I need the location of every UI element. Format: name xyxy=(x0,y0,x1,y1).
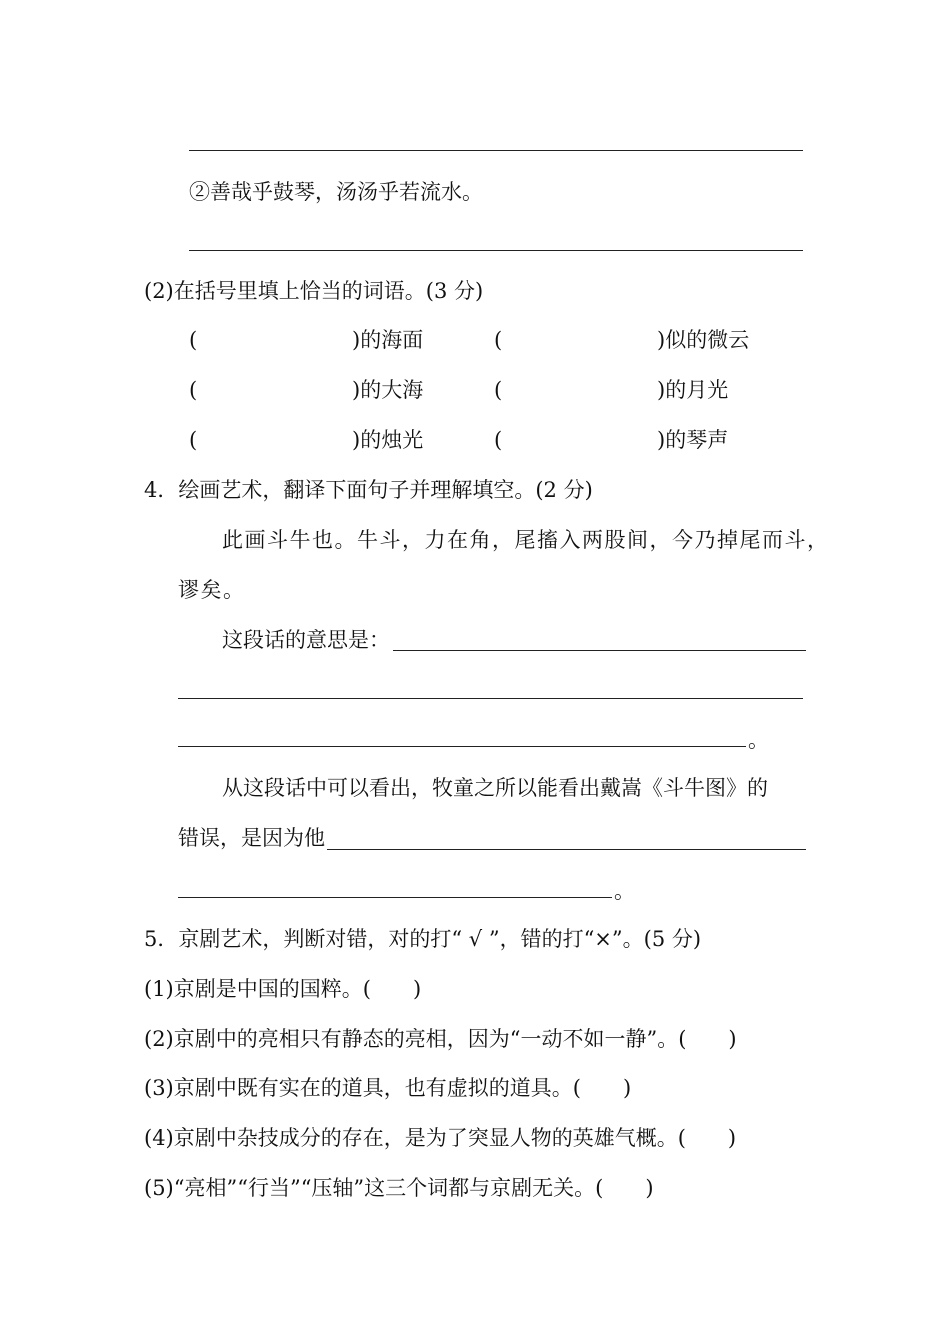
passage-text: 此画斗牛也。牛斗，力在角，尾搐入两股间，今乃掉尾而斗， xyxy=(222,528,830,552)
answer-line[interactable] xyxy=(189,250,803,251)
paren-open: ( xyxy=(189,378,198,402)
answer-line[interactable] xyxy=(393,650,806,651)
paren-open: ( xyxy=(189,428,198,452)
passage-text: 谬矣。 xyxy=(178,578,246,602)
paren-open: ( xyxy=(494,328,503,352)
judgement-item[interactable]: (3)京剧中既有实在的道具，也有虚拟的道具。( ) xyxy=(144,1076,632,1100)
paren-open: ( xyxy=(494,378,503,402)
judgement-item[interactable]: (4)京剧中杂技成分的存在，是为了突显人物的英雄气概。( ) xyxy=(144,1126,737,1150)
end-mark: 。 xyxy=(614,879,635,903)
answer-line[interactable] xyxy=(178,746,746,747)
fill-suffix: )的大海 xyxy=(352,378,424,402)
answer-line[interactable] xyxy=(178,698,803,699)
fill-suffix: )似的微云 xyxy=(657,328,750,352)
question-text: 从这段话中可以看出，牧童之所以能看出戴嵩《斗牛图》的 xyxy=(222,776,768,800)
answer-line[interactable] xyxy=(178,897,612,898)
paren-open: ( xyxy=(189,328,198,352)
end-mark: 。 xyxy=(748,728,769,752)
sentence-line: ②善哉乎鼓琴，汤汤乎若流水。 xyxy=(189,180,483,204)
judgement-item[interactable]: (1)京剧是中国的国粹。( ) xyxy=(144,977,422,1001)
question-part-title: (2)在括号里填上恰当的词语。(3 分) xyxy=(144,279,484,303)
answer-line[interactable] xyxy=(189,150,803,151)
judgement-item[interactable]: (5)“亮相”“行当”“压轴”这三个词都与京剧无关。( ) xyxy=(144,1176,654,1200)
question-title: 5．京剧艺术，判断对错，对的打“ √ ”，错的打“×”。(5 分) xyxy=(144,927,702,951)
fill-suffix: )的月光 xyxy=(657,378,729,402)
fill-suffix: )的海面 xyxy=(352,328,424,352)
judgement-item[interactable]: (2)京剧中的亮相只有静态的亮相，因为“一动不如一静”。( ) xyxy=(144,1027,737,1051)
fill-suffix: )的琴声 xyxy=(657,428,729,452)
paren-open: ( xyxy=(494,428,503,452)
fill-suffix: )的烛光 xyxy=(352,428,424,452)
question-text: 错误，是因为他 xyxy=(178,826,325,850)
answer-line[interactable] xyxy=(327,849,806,850)
meaning-label: 这段话的意思是： xyxy=(222,628,390,652)
question-title: 4．绘画艺术，翻译下面句子并理解填空。(2 分) xyxy=(144,478,593,502)
